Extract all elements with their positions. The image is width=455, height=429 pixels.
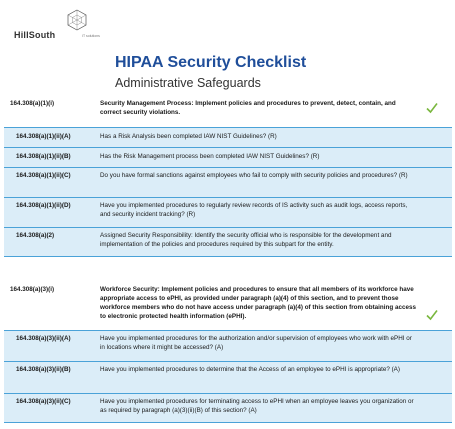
checkmark-icon: [426, 102, 438, 114]
check-cell[interactable]: [420, 99, 452, 127]
standard-code: 164.308(a)(1)(i): [10, 100, 55, 107]
checklist-row: [4, 197, 452, 227]
checklist-section: [4, 284, 452, 423]
company-logo: [10, 6, 120, 46]
checkmark-icon: [426, 309, 438, 321]
standard-code: 164.308(a)(3)(i): [10, 286, 55, 293]
check-cell[interactable]: [420, 201, 452, 227]
checklist-row: [4, 393, 452, 423]
page-title: HIPAA Security Checklist: [115, 54, 307, 71]
requirement-text: Do you have formal sanctions against employees who fail to comply with security policies and procedures? (R): [100, 172, 408, 179]
company-tagline: IT solutions: [82, 34, 100, 38]
requirement-text: Have you implemented procedures for terminating access to ePHI when an employee leaves you organization or as required by paragraph (a)(3)(ii)(B) of this section? (A): [100, 398, 414, 414]
requirement-code: 164.308(a)(1)(ii)(B): [16, 153, 71, 160]
page-subtitle: Administrative Safeguards: [115, 76, 261, 90]
check-cell[interactable]: [420, 171, 452, 197]
checklist-section: [4, 97, 452, 257]
requirement-text: Has the Risk Management process been completed IAW NIST Guidelines? (R): [100, 153, 320, 160]
checklist-row: [4, 227, 452, 257]
checklist-row: [4, 147, 452, 167]
requirement-code: 164.308(a)(3)(ii)(C): [16, 398, 71, 405]
requirement-code: 164.308(a)(1)(ii)(D): [16, 202, 71, 209]
requirement-text: Has a Risk Analysis been completed IAW NIST Guidelines? (R): [100, 133, 277, 140]
standard-description: Security Management Process: Implement policies and procedures to prevent, detect, contain, and correct security violations.: [100, 100, 396, 116]
requirement-code: 164.308(a)(1)(ii)(A): [16, 133, 71, 140]
check-cell[interactable]: [420, 152, 452, 167]
checklist-row: [4, 167, 452, 197]
requirement-code: 164.308(a)(3)(ii)(A): [16, 335, 71, 342]
requirement-code: 164.308(a)(1)(ii)(C): [16, 172, 71, 179]
check-cell[interactable]: [420, 132, 452, 147]
standard-description: Workforce Security: Implement policies and procedures to ensure that all members of its workforce have appropriate access to ePHI, as provided under paragraph (a)(4) of this section, and to prevent those workforce members who do not have access under paragraph (a)(4) of this section from obtaining access to electronic protected health information (ePHI).: [100, 286, 416, 320]
hexagon-network-icon: [66, 9, 88, 31]
requirement-text: Have you implemented procedures for the authorization and/or supervision of employees who work with ePHI or in locations where it might be accessed? (A): [100, 335, 412, 351]
check-cell[interactable]: [420, 365, 452, 393]
requirement-code: 164.308(a)(2): [16, 232, 55, 239]
section-header-row: [4, 97, 452, 127]
check-cell[interactable]: [420, 231, 452, 256]
company-name: HillSouth: [14, 30, 56, 40]
requirement-text: Have you implemented procedures to determine that the Access of an employee to ePHI is appropriate? (A): [100, 366, 400, 373]
requirement-code: 164.308(a)(3)(ii)(B): [16, 366, 71, 373]
checklist-row: [4, 330, 452, 361]
check-cell[interactable]: [420, 397, 452, 422]
requirement-text: Have you implemented procedures to regularly review records of IS activity such as audit logs, access reports, and security incident tracking? (R): [100, 202, 408, 218]
checklist-row: [4, 361, 452, 393]
check-cell[interactable]: [420, 285, 452, 330]
checklist-row: [4, 127, 452, 147]
check-cell[interactable]: [420, 334, 452, 361]
requirement-text: Assigned Security Responsibility: Identify the security official who is responsible for the development and implementation of the policies and procedures required by this subpart for the entity.: [100, 232, 392, 248]
section-header-row: [4, 284, 452, 330]
